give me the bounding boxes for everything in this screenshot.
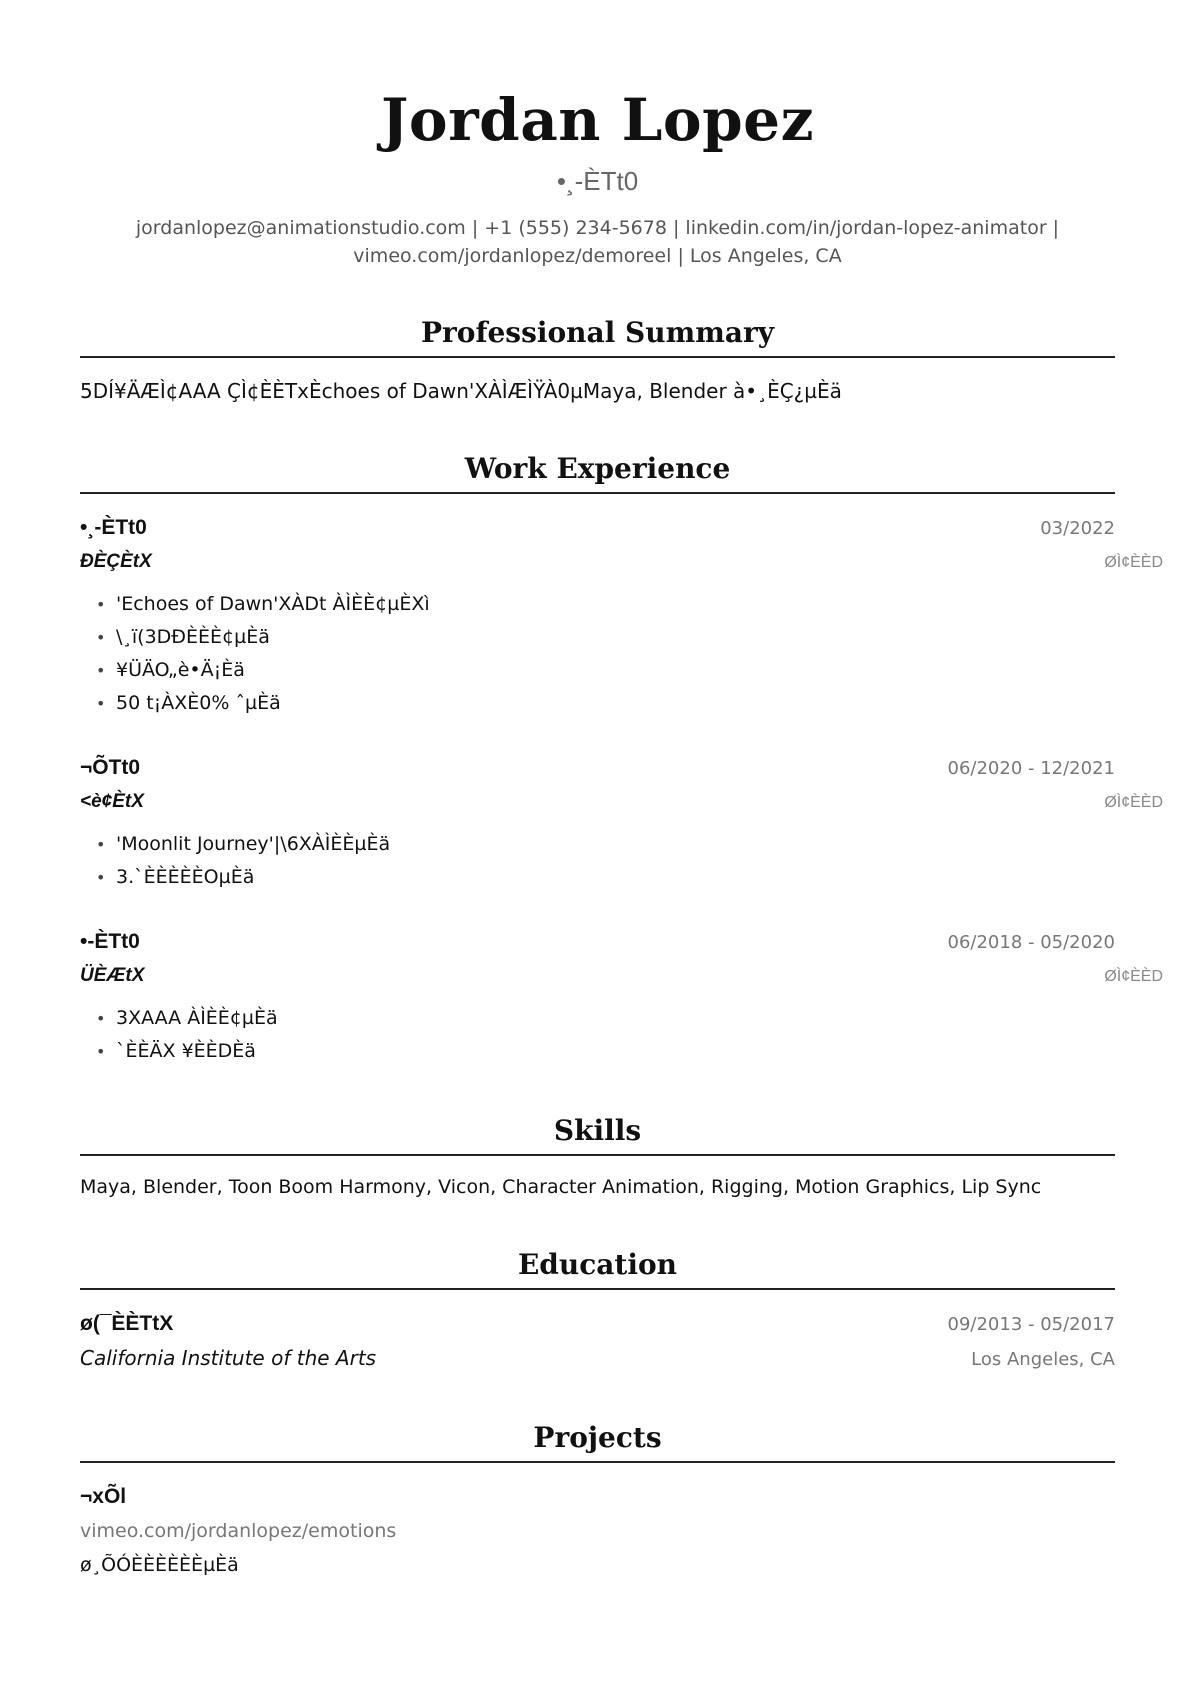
job-bullet: • 'Echoes of Dawn'XÀDt ÀÌÈÈ¢µÈXì — [80, 588, 1115, 621]
education-location: Los Angeles, CA — [971, 1349, 1115, 1370]
job-title: •¸-ÈTt0 — [80, 516, 147, 539]
project-entry — [80, 1483, 1115, 1579]
job-date: 06/2018 - 05/2020 — [947, 932, 1115, 953]
job-bullet: • 'Moonlit Journey'|\6XÀÌÈÈµÈä — [80, 828, 1115, 861]
projects-heading: Projects — [80, 1421, 1115, 1463]
job-date: 03/2022 — [1040, 518, 1115, 539]
education-date: 09/2013 - 05/2017 — [947, 1314, 1115, 1335]
project-description: ø¸ÕÓÈÈÈÈÈÈµÈä — [80, 1554, 239, 1576]
resume-header — [80, 0, 1115, 270]
job-location: ØÌ¢ÈÈD — [1104, 794, 1163, 811]
experience-heading: Work Experience — [80, 452, 1115, 494]
job-title: ¬ÕTt0 — [80, 756, 141, 779]
summary-section — [80, 316, 1115, 406]
candidate-title: •¸-ÈTt0 — [556, 166, 639, 196]
job-location: ØÌ¢ÈÈD — [1104, 554, 1163, 571]
resume-page — [80, 0, 1163, 1683]
job-company: ÐÈÇÈtX — [80, 551, 152, 572]
education-entry — [80, 1310, 1115, 1375]
job-bullets — [80, 1002, 1115, 1068]
job-bullet: • 3XAAA ÀÌÈÈ¢µÈä — [80, 1002, 1115, 1035]
job-location: ØÌ¢ÈÈD — [1104, 968, 1163, 985]
project-name: ¬xÕl — [80, 1485, 127, 1508]
job-title: •-ÈTt0 — [80, 930, 140, 953]
job-bullets — [80, 588, 1115, 720]
project-link[interactable]: vimeo.com/jordanlopez/emotions — [80, 1520, 397, 1542]
job-bullet: • 3.`ÈÈÈÈÈOµÈä — [80, 861, 1115, 894]
contact-line-1: jordanlopez@animationstudio.com | +1 (555) 234-5678 | linkedin.com/in/jordan-lopez-animator | — [135, 217, 1060, 239]
contact-line-2: vimeo.com/jordanlopez/demoreel | Los Angeles, CA — [353, 245, 842, 267]
job-entry — [80, 928, 1163, 1068]
summary-heading: Professional Summary — [80, 316, 1115, 358]
education-degree: ø(¯ÈÈTtX — [80, 1312, 174, 1335]
job-bullet: • 50 t¡ÀXÈ0% ˆµÈä — [80, 687, 1115, 720]
job-bullets — [80, 828, 1115, 894]
job-bullet: • \¸ï(3DÐÈÈÈ¢µÈä — [80, 621, 1115, 654]
job-bullet: • `ÈÈÄX ¥ÈÈDÈä — [80, 1035, 1115, 1068]
skills-heading: Skills — [80, 1114, 1115, 1156]
job-bullet: • ¥ÜÄO„è•Ä¡Èä — [80, 654, 1115, 687]
skills-section — [80, 1114, 1115, 1202]
projects-section — [80, 1421, 1115, 1579]
job-entry — [80, 754, 1163, 894]
education-school: California Institute of the Arts — [80, 1346, 377, 1370]
contact-info — [80, 214, 1115, 270]
job-company: <è¢ÈtX — [80, 791, 144, 812]
job-date: 06/2020 - 12/2021 — [947, 758, 1115, 779]
experience-section — [80, 452, 1163, 1068]
education-heading: Education — [80, 1248, 1115, 1290]
job-entry — [80, 514, 1163, 720]
summary-text: 5DÍ¥ÄÆÌ¢AAA ÇÌ¢ÈÈTxÈchoes of Dawn'XÀÌÆÌŸÀ0µMaya, Blender à•¸ÈÇ¿µÈä — [80, 379, 842, 403]
education-section — [80, 1248, 1115, 1375]
job-company: ÜÈÆtX — [80, 965, 145, 986]
skills-list: Maya, Blender, Toon Boom Harmony, Vicon, Character Animation, Rigging, Motion Graphics, Lip Sync — [80, 1176, 1042, 1198]
candidate-name: Jordan Lopez — [380, 86, 815, 154]
